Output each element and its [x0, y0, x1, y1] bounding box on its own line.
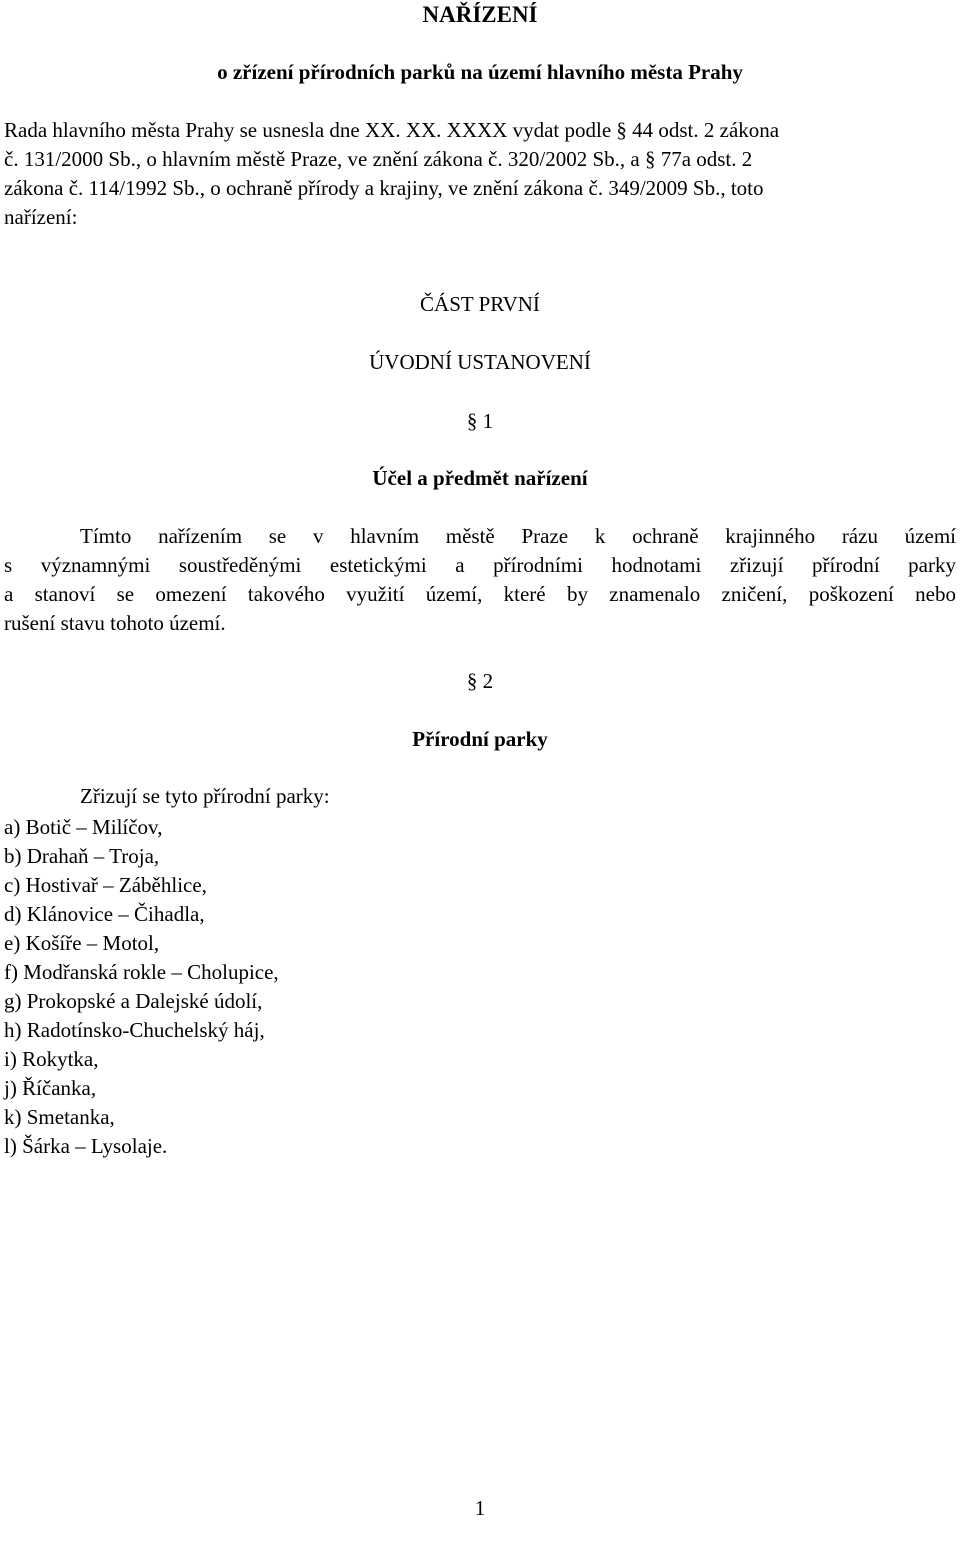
intro-line: č. 131/2000 Sb., o hlavním městě Praze, ve znění zákona č. 320/2002 Sb., a § 77a odst. 2	[4, 147, 753, 171]
list-item: a) Botič – Milíčov,	[4, 815, 163, 839]
document-subtitle: o zřízení přírodních parků na území hlavního města Prahy	[217, 60, 743, 84]
parks-list	[4, 813, 279, 1161]
list-item: d) Klánovice – Čihadla,	[4, 902, 205, 926]
list-item: e) Košíře – Motol,	[4, 931, 160, 955]
list-item: j) Říčanka,	[4, 1076, 97, 1100]
section-1-line: Tímto nařízením se v hlavním městě Praze k ochraně krajinného rázu území	[80, 524, 956, 548]
document-title: NAŘÍZENÍ	[422, 2, 538, 27]
list-item: g) Prokopské a Dalejské údolí,	[4, 989, 263, 1013]
section-1-line: rušení stavu tohoto území.	[4, 611, 226, 635]
list-item: i) Rokytka,	[4, 1047, 99, 1071]
intro-line: Rada hlavního města Prahy se usnesla dne XX. XX. XXXX vydat podle § 44 odst. 2 zákona	[4, 118, 780, 142]
intro-paragraph	[4, 116, 956, 232]
section-2-number: § 2	[466, 669, 494, 693]
list-item: h) Radotínsko-Chuchelský háj,	[4, 1018, 265, 1042]
intro-line: zákona č. 114/1992 Sb., o ochraně přírody a krajiny, ve znění zákona č. 349/2009 Sb., toto	[4, 176, 764, 200]
section-1-line: a stanoví se omezení takového využití území, které by znamenalo zničení, poškození nebo	[4, 582, 956, 606]
section-2-title: Přírodní parky	[412, 727, 548, 751]
section-1-line: s významnými soustředěnými estetickými a přírodními hodnotami zřizují přírodní parky	[4, 553, 956, 577]
page-number: 1	[474, 1496, 486, 1520]
section-2-lead: Zřizují se tyto přírodní parky:	[80, 784, 330, 808]
list-item: f) Modřanská rokle – Cholupice,	[4, 960, 279, 984]
section-1-title: Účel a předmět nařízení	[372, 466, 588, 490]
list-item: c) Hostivař – Záběhlice,	[4, 873, 207, 897]
part-heading: ČÁST PRVNÍ	[420, 292, 540, 316]
section-1-number: § 1	[466, 409, 494, 433]
list-item: l) Šárka – Lysolaje.	[4, 1134, 168, 1158]
part-title: ÚVODNÍ USTANOVENÍ	[369, 350, 591, 374]
intro-line: nařízení:	[4, 205, 78, 229]
section-1-body	[4, 522, 956, 638]
list-item: b) Drahaň – Troja,	[4, 844, 160, 868]
list-item: k) Smetanka,	[4, 1105, 115, 1129]
